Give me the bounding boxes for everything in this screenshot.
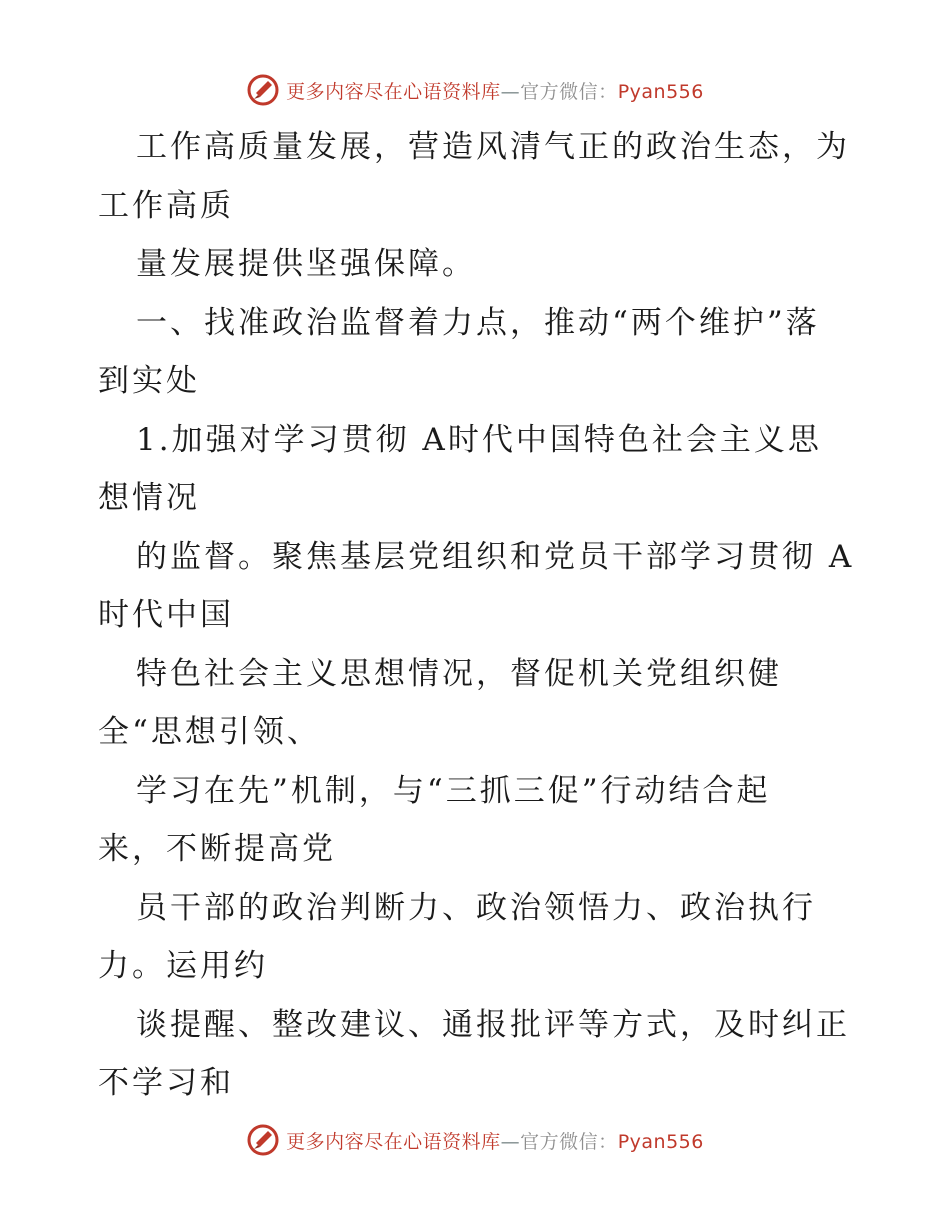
document-line: 学习在先”机制，与“三抓三促”行动结合起 [136,772,771,809]
document-line: 一、找准政治监督着力点，推动“两个维护”落 [136,304,820,341]
document-line: 不学习和 [98,1065,234,1101]
document-line: 1.加强对学习贯彻 A时代中国特色社会主义思 [136,421,822,458]
watermark-text [286,77,704,104]
watermark-separator: — [500,80,521,103]
document-line: 员干部的政治判断力、政治领悟力、政治执行 [136,889,816,926]
document-line: 工作高质量发展，营造风清气正的政治生态，为 [136,129,850,165]
watermark-logo-icon [246,1123,280,1157]
document-line: 时代中国 [98,597,234,633]
document-line: 特色社会主义思想情况，督促机关党组织健 [136,655,782,692]
document-line: 量发展提供坚强保障。 [136,246,476,282]
watermark-text [286,1127,704,1154]
watermark-main: 更多内容尽在心语资料库 [286,1130,501,1153]
document-line: 工作高质 [98,187,234,224]
watermark-logo-icon [246,73,280,107]
watermark-id: Pyan556 [617,1130,704,1153]
document-line: 全“思想引领、 [98,714,321,750]
document-body [98,118,858,1113]
watermark-footer [0,1120,950,1160]
watermark-main: 更多内容尽在心语资料库 [286,80,501,103]
watermark-id: Pyan556 [617,80,704,103]
watermark-sub: 官方微信： [520,80,618,103]
document-line: 到实处 [98,363,200,399]
watermark-separator: — [500,1130,521,1153]
document-line: 想情况 [98,480,200,516]
watermark-sub: 官方微信： [520,1130,618,1153]
document-line: 谈提醒、整改建议、通报批评等方式，及时纠正 [136,1006,850,1043]
document-line: 的监督。聚焦基层党组织和党员干部学习贯彻 A [136,538,855,575]
document-line: 来，不断提高党 [98,831,336,867]
watermark-header [0,70,950,110]
document-line: 力。运用约 [98,948,268,984]
